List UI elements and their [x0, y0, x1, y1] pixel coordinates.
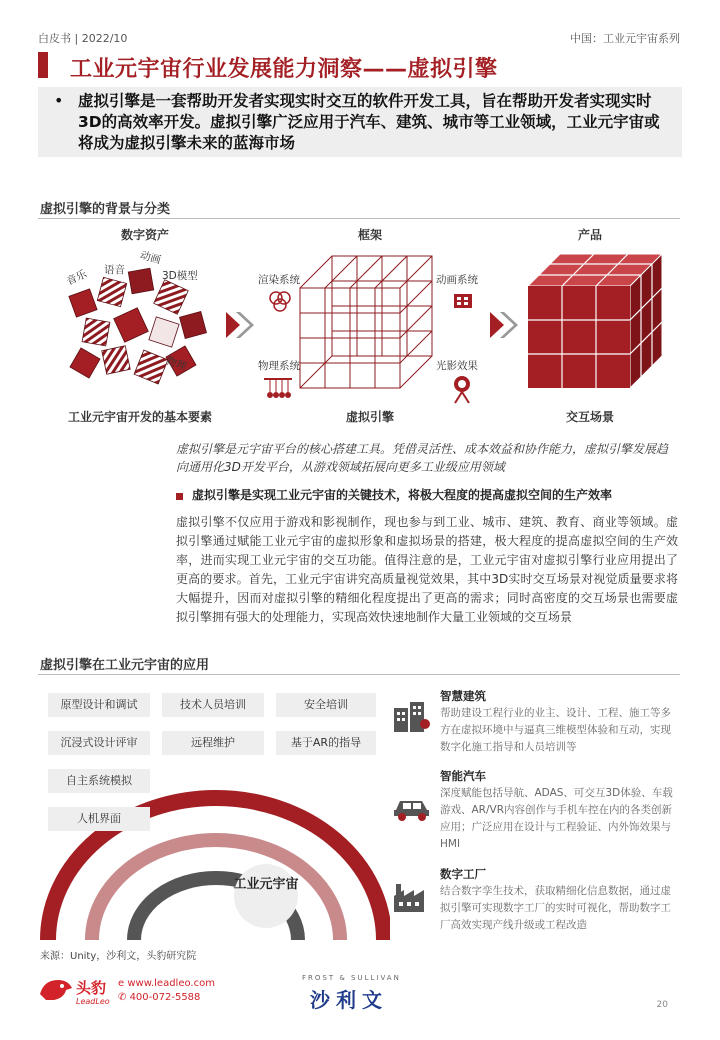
bullet-dot: •	[54, 91, 64, 110]
footer-phone	[118, 992, 200, 1003]
section-title-background: 虚拟引擎的背景与分类	[40, 202, 171, 217]
tag-ar-guidance: 基于AR的指导	[276, 731, 376, 755]
framework-label-physics: 物理系统	[258, 360, 300, 372]
product-cube	[526, 252, 664, 390]
chevron-right-icon	[226, 312, 254, 338]
section-divider	[38, 218, 680, 219]
render-icon	[268, 290, 292, 312]
center-label: 工业元宇宙	[233, 877, 299, 892]
asset-label-animation: 动画	[138, 249, 163, 267]
key-point-marker	[176, 493, 183, 500]
car-icon	[392, 792, 432, 822]
body-paragraph: 虚拟引擎不仅应用于游戏和影视制作，现也参与到工业、城市、建筑、教育、商业等领域。虚拟引擎通过赋能工业元宇宙的虚拟形象和虚拟场景的搭建，极大程度的提高虚拟空间的生产效率，进而实现工业元宇宙的交互功能。值得注意的是，工业元宇宙对虚拟引擎行业应用提出了更高的要求。首先，工业元宇宙讲究高质量视觉效果，其中3D实时交互场景对视觉质量要求将大幅提升，因而对虚拟引擎的精细化程度提出了更高的需求；同时高密度的交互场景也需要虚拟引擎拥有强大的处理能力，实现高效快速地制作大量工业领域的交互场景	[176, 515, 678, 624]
newtons-cradle-icon	[262, 376, 294, 400]
film-icon	[452, 290, 476, 312]
page-number: 20	[656, 1000, 668, 1010]
leopard-logo-icon	[38, 974, 74, 1004]
app-title-smart-building: 智慧建筑	[440, 689, 486, 703]
column-head-framework: 框架	[357, 228, 382, 242]
asset-label-physics: 物理	[164, 354, 189, 374]
chevron-right-icon	[490, 312, 518, 338]
website-text: www.leadleo.com	[127, 978, 215, 989]
tag-autonomous-sim: 自主系统模拟	[48, 769, 150, 793]
app-desc-digital-factory: 结合数字孪生技术，获取精细化信息数据，通过虚拟引擎可实现数字工厂的实时可视化，帮助数字工厂高效实现产线升级或工程改造	[440, 885, 671, 931]
framework-wireframe-cube	[292, 252, 442, 398]
framework-label-animation: 动画系统	[436, 274, 478, 286]
phone-icon: ✆	[118, 992, 130, 1003]
factory-icon	[392, 882, 432, 914]
asset-label-3d-model: 3D模型	[162, 270, 198, 282]
asset-label-voice: 语音	[104, 264, 125, 276]
phone-text: 400-072-5588	[129, 992, 201, 1003]
app-desc-smart-car: 深度赋能包括导航、ADAS、可交互3D体验、车载游戏、AR/VR内容创作与手机车控在内的各类创新应用；广泛应用在设计与工程验证、内外饰效果与HMI	[440, 787, 673, 850]
center-circle	[232, 862, 300, 930]
tag-immersive-review: 沉浸式设计评审	[48, 731, 150, 755]
logo-text-en: LeadLeo	[76, 997, 110, 1006]
website-icon: e	[118, 978, 128, 989]
tag-remote-maintenance: 远程维护	[162, 731, 264, 755]
tag-technician-training: 技术人员培训	[162, 693, 264, 717]
app-title-digital-factory: 数字工厂	[440, 867, 486, 881]
framework-label-render: 渲染系统	[258, 274, 300, 286]
tag-safety-training: 安全培训	[276, 693, 376, 717]
source-note: 来源：Unity，沙利文，头豹研究院	[40, 951, 197, 962]
section-divider	[38, 674, 680, 675]
title-accent-bar	[38, 52, 48, 78]
summary-text: 虚拟引擎是一套帮助开发者实现实时交互的软件开发工具，旨在帮助开发者实现实时3D的高效率开发。虚拟引擎广泛应用于汽车、建筑、城市等工业领域，工业元宇宙或将成为虚拟引擎未来的蓝海市场	[78, 92, 660, 152]
framework-label-lighting: 光影效果	[436, 360, 478, 372]
column-foot-product: 交互场景	[565, 410, 614, 424]
key-point-heading: 虚拟引擎是实现工业元宇宙的关键技术，将极大程度的提高虚拟空间的生产效率	[192, 488, 613, 502]
page-title: 工业元宇宙行业发展能力洞察——虚拟引擎	[70, 57, 498, 82]
building-icon	[392, 700, 432, 734]
app-desc-smart-building: 帮助建设工程行业的业主、设计、工程、施工等多方在虚拟环境中与逼真三维模型体验和互动，实现数字化施工指导和人员培训等	[440, 707, 671, 753]
header-left: 白皮书 | 2022/10	[38, 32, 128, 45]
logo-text-cn: 头豹	[76, 979, 107, 997]
column-head-assets: 数字资产	[120, 228, 169, 242]
summary-box	[38, 87, 682, 157]
spotlight-icon	[450, 374, 474, 404]
header-right: 中国：工业元宇宙系列	[570, 32, 680, 45]
footer-website	[118, 978, 215, 989]
column-head-product: 产品	[577, 228, 602, 242]
section-title-application: 虚拟引擎在工业元宇宙的应用	[40, 658, 210, 673]
column-foot-framework: 虚拟引擎	[345, 410, 394, 424]
tag-prototype-design: 原型设计和调试	[48, 693, 150, 717]
partner-logo-cn: 沙利文	[310, 988, 388, 1012]
asset-label-music: 音乐	[64, 268, 89, 288]
partner-logo-en: FROST & SULLIVAN	[302, 974, 401, 982]
app-title-smart-car: 智能汽车	[440, 769, 486, 783]
tag-hmi: 人机界面	[48, 807, 150, 831]
column-foot-assets: 工业元宇宙开发的基本要素	[67, 410, 212, 424]
engine-summary-italic: 虚拟引擎是元宇宙平台的核心搭建工具。凭借灵活性、成本效益和协作能力，虚拟引擎发展趋向通用化3D开发平台，从游戏领域拓展向更多工业级应用领域	[176, 442, 669, 474]
